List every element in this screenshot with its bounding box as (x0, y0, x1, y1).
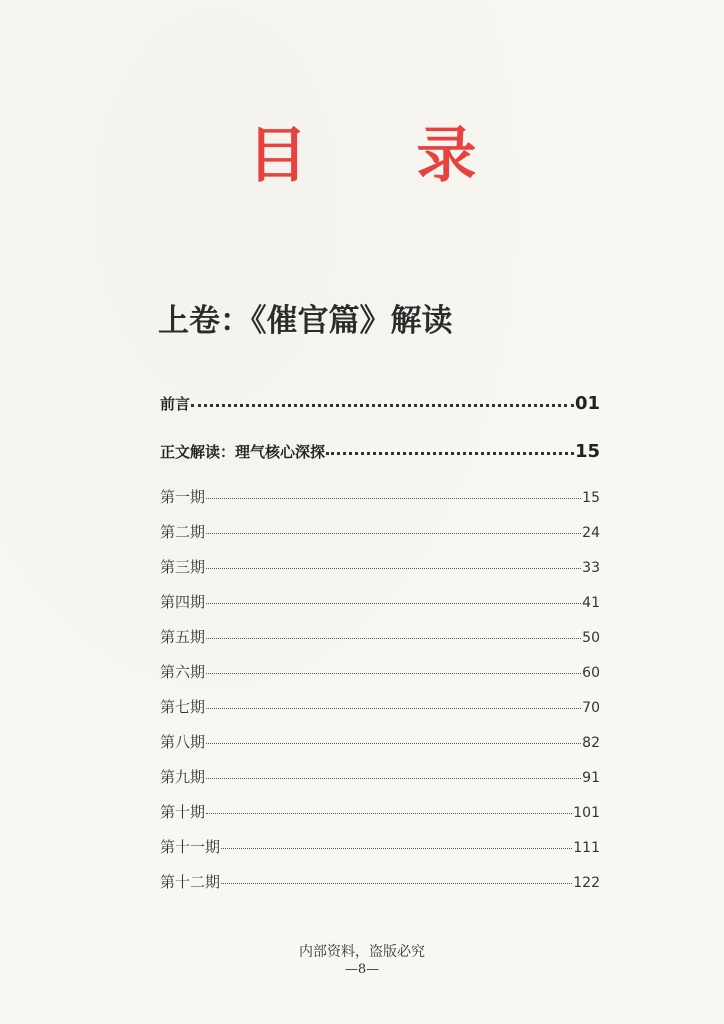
dot-leader (221, 848, 572, 849)
toc-entry-page: 24 (582, 525, 600, 541)
toc-entry-page: 122 (573, 875, 600, 891)
toc-entry-main-text[interactable] (160, 441, 600, 462)
page-number: —8— (344, 962, 380, 977)
toc-entry-issue-6[interactable] (160, 661, 600, 682)
toc-entry-issue-3[interactable] (160, 556, 600, 577)
dot-leader (206, 778, 581, 779)
toc-entry-issue-5[interactable] (160, 626, 600, 647)
dot-leader (191, 404, 574, 407)
toc-entry-issue-11[interactable] (160, 836, 600, 857)
footer-copyright-note: 内部资料，盗版必究 (299, 944, 425, 960)
toc-entry-page: 50 (582, 630, 600, 646)
toc-entry-issue-4[interactable] (160, 591, 600, 612)
toc-entry-label: 第三期 (160, 558, 206, 576)
dot-leader (326, 452, 574, 455)
toc-entry-label: 第一期 (160, 488, 206, 506)
toc-entry-issue-12[interactable] (160, 871, 600, 892)
toc-entry-label: 第八期 (160, 733, 206, 751)
dot-leader (221, 883, 572, 884)
toc-entry-label: 第五期 (160, 628, 206, 646)
toc-entry-page: 41 (582, 595, 600, 611)
dot-leader (206, 813, 572, 814)
toc-entry-page: 01 (574, 393, 600, 414)
dot-leader (206, 498, 581, 499)
dot-leader (206, 743, 581, 744)
toc-entry-page: 15 (574, 441, 600, 462)
toc-entry-page: 60 (582, 665, 600, 681)
toc-entry-label: 第十期 (160, 803, 206, 821)
toc-entry-page: 91 (582, 770, 600, 786)
toc-entry-issue-8[interactable] (160, 731, 600, 752)
toc-entry-issue-9[interactable] (160, 766, 600, 787)
toc-entry-page: 33 (582, 560, 600, 576)
dot-leader (206, 708, 581, 709)
dot-leader (206, 603, 581, 604)
toc-entry-label: 第四期 (160, 593, 206, 611)
dot-leader (206, 568, 581, 569)
toc-entry-preface[interactable] (160, 393, 600, 414)
toc-entry-label: 正文解读：理气核心深探 (160, 443, 326, 461)
toc-entry-label: 第十一期 (160, 838, 221, 856)
page-title: 目 录 (247, 121, 521, 191)
toc-entry-label: 第九期 (160, 768, 206, 786)
toc-entry-page: 111 (573, 840, 600, 856)
toc-entry-page: 15 (582, 490, 600, 506)
toc-entry-issue-10[interactable] (160, 801, 600, 822)
dot-leader (206, 638, 581, 639)
dot-leader (206, 673, 581, 674)
toc-entry-label: 第六期 (160, 663, 206, 681)
section-heading: 上卷：《催官篇》解读 (158, 303, 453, 339)
toc-entry-issue-2[interactable] (160, 521, 600, 542)
toc-entry-page: 70 (582, 700, 600, 716)
toc-entry-issue-7[interactable] (160, 696, 600, 717)
toc-entry-label: 前言 (160, 395, 191, 413)
toc-entry-label: 第十二期 (160, 873, 221, 891)
toc-entry-label: 第二期 (160, 523, 206, 541)
toc-entry-page: 101 (573, 805, 600, 821)
toc-entry-label: 第七期 (160, 698, 206, 716)
toc-entry-issue-1[interactable] (160, 486, 600, 507)
toc-entry-page: 82 (582, 735, 600, 751)
dot-leader (206, 533, 581, 534)
